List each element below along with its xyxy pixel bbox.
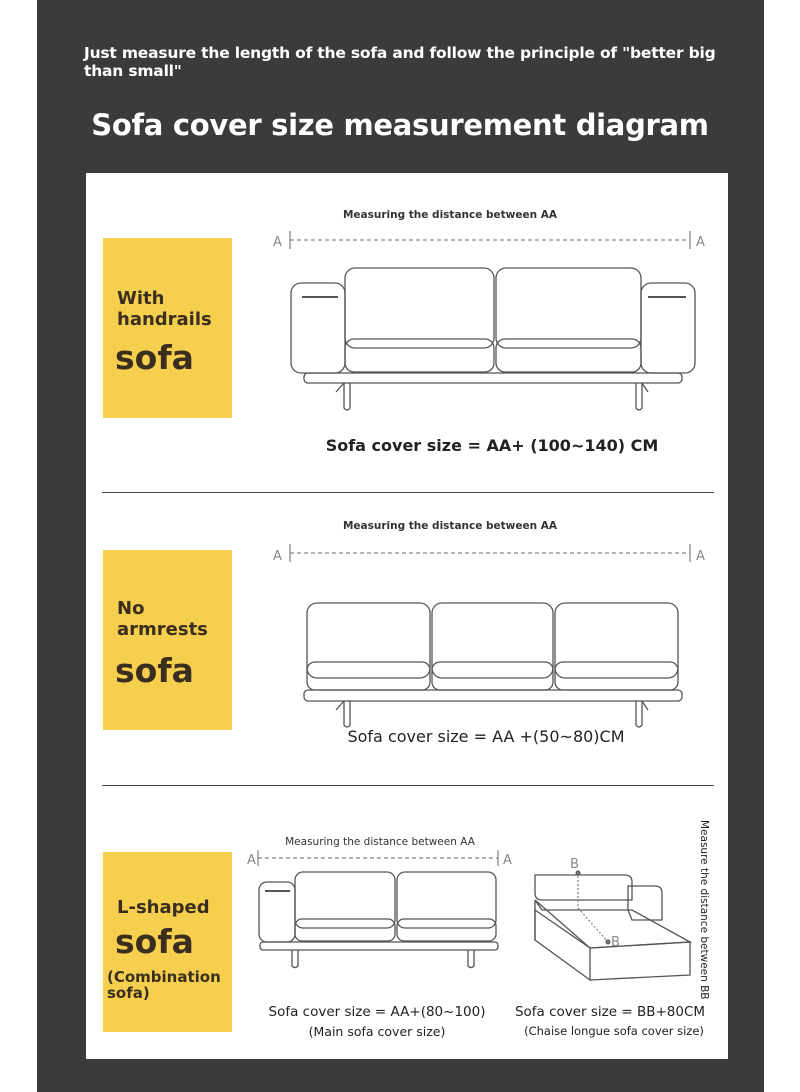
marker-a-4: A [247,853,256,868]
page-title: Sofa cover size measurement diagram [91,108,709,142]
sofa-l-shaped-main-icon [259,872,498,968]
formula-chaise-note: (Chaise longue sofa cover size) [524,1024,704,1038]
measure-line-aa-3 [258,850,498,866]
marker-a-3: A [696,549,705,564]
label-note-line1: (Combination [107,968,221,986]
marker-b-1: B [611,935,620,950]
marker-b-0: B [570,857,579,872]
label-big: sofa [115,338,194,377]
marker-a-0: A [273,235,282,250]
intro-text: Just measure the length of the sofa and follow the principle of "better big than small" [84,44,716,80]
formula-main-note: (Main sofa cover size) [308,1024,446,1039]
measure-label-3: Measuring the distance between AA [285,836,475,848]
label-line2: armrests [117,619,208,640]
sofa-no-armrests-icon [304,603,682,727]
label-line2: handrails [117,309,212,330]
label-big: sofa [115,922,194,961]
label-line1: No [117,598,145,619]
formula-chaise: Sofa cover size = BB+80CM [514,1004,706,1020]
label-note-line2: sofa) [107,984,150,1002]
formula-handrails: Sofa cover size = AA+ (100~140) CM [325,436,659,455]
bb-markers [570,857,620,950]
label-line1: L-shaped [117,897,210,918]
label-line1: With [117,288,165,309]
measure-line-aa-1 [290,231,690,249]
measure-label-1: Measuring the distance between AA [342,209,557,221]
formula-no-armrests: Sofa cover size = AA +(50~80)CM [347,727,625,746]
measure-line-aa-2 [290,544,690,562]
aa-markers [247,235,705,868]
measure-label-2: Measuring the distance between AA [342,520,557,532]
label-big: sofa [115,651,194,690]
formula-main: Sofa cover size = AA+(80~100) [268,1004,486,1020]
marker-a-2: A [273,549,282,564]
sofa-handrails-icon [291,268,695,410]
marker-a-1: A [696,235,705,250]
marker-a-5: A [503,853,512,868]
chaise-longue-icon [535,871,690,980]
measure-bb-vertical-label: Measure the distance between BB [698,820,710,1000]
